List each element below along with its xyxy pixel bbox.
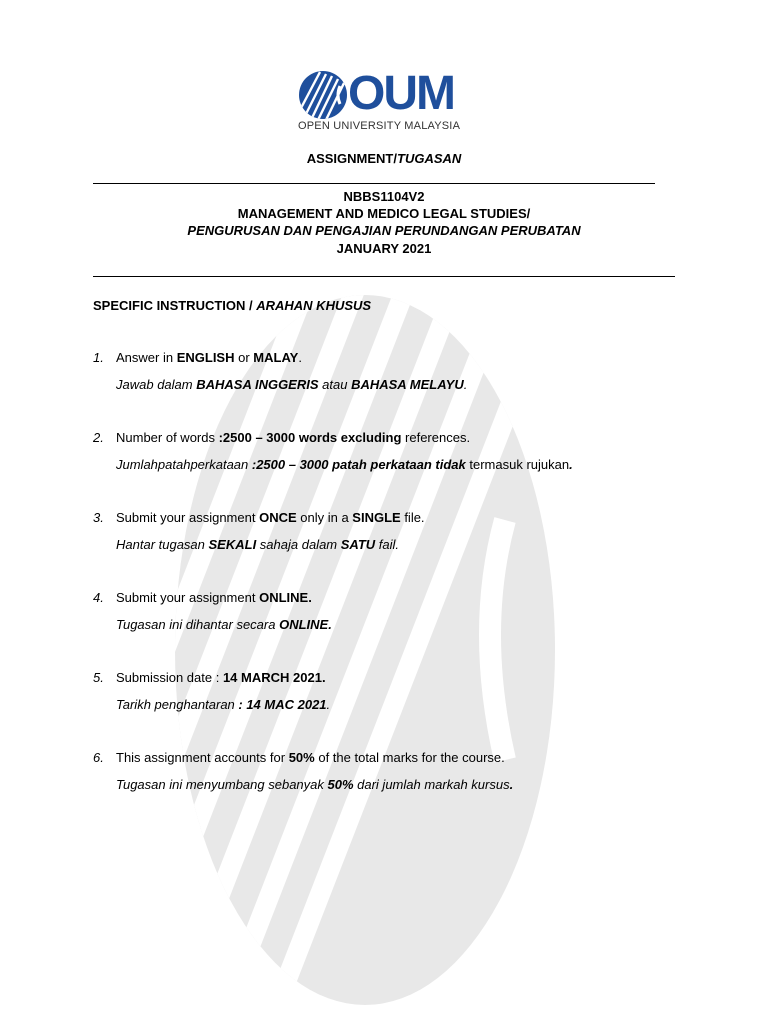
text-run: MALAY — [253, 350, 299, 365]
text-run: Tugasan ini menyumbang sebanyak — [116, 777, 328, 792]
item-number: 5. — [93, 670, 104, 685]
text-run: Hantar tugasan — [116, 537, 209, 552]
header-divider-bottom — [93, 276, 675, 277]
text-run: . — [569, 457, 573, 472]
text-run: Submit your assignment — [116, 510, 260, 525]
logo-tagline: OPEN UNIVERSITY MALAYSIA — [298, 120, 461, 132]
assignment-heading: ASSIGNMENT/TUGASAN — [306, 151, 462, 166]
instruction-en — [116, 670, 326, 685]
item-number: 2. — [93, 430, 104, 445]
course-title-en: MANAGEMENT AND MEDICO LEGAL STUDIES/ — [237, 206, 531, 221]
text-run: ONLINE. — [279, 617, 332, 632]
text-run: Jumlahpatahperkataan — [116, 457, 252, 472]
text-run: Jawab dalam — [116, 377, 197, 392]
text-run: Tarikh penghantaran — [116, 697, 239, 712]
text-run: fail. — [375, 537, 400, 552]
text-run: . — [509, 777, 514, 792]
instruction-ms — [116, 457, 573, 472]
item-number: 6. — [93, 750, 104, 765]
instruction-en — [116, 350, 302, 365]
text-run: atau — [318, 377, 352, 392]
text-run: BAHASA MELAYU — [351, 377, 464, 392]
text-run: BAHASA INGGERIS — [196, 377, 319, 392]
text-run: of the total marks for the course. — [314, 750, 505, 765]
course-title-ms: PENGURUSAN DAN PENGAJIAN PERUNDANGAN PERUBATAN — [187, 223, 581, 238]
text-run: This assignment accounts for — [116, 750, 289, 765]
text-run: . — [326, 697, 331, 712]
text-run: or — [234, 350, 254, 365]
text-run: dari jumlah markah kursus — [353, 777, 510, 792]
text-run: only in a — [296, 510, 353, 525]
instruction-ms — [116, 377, 467, 392]
item-number: 3. — [93, 510, 104, 525]
instruction-en — [116, 430, 470, 445]
oum-logo — [298, 67, 473, 134]
section-title: SPECIFIC INSTRUCTION / ARAHAN KHUSUS — [93, 298, 372, 313]
text-run: references. — [401, 430, 471, 445]
text-run: 50% — [288, 750, 315, 765]
text-run: file. — [400, 510, 425, 525]
item-number: 1. — [93, 350, 104, 365]
text-run: SATU — [340, 537, 376, 552]
instruction-ms — [116, 617, 332, 632]
text-run: 14 MARCH 2021. — [222, 670, 326, 685]
text-run: ONCE — [259, 510, 297, 525]
oum-globe-icon — [298, 70, 348, 120]
instruction-ms — [116, 697, 330, 712]
text-run: Answer in — [116, 350, 177, 365]
semester: JANUARY 2021 — [336, 241, 432, 256]
text-run: Submit your assignment — [116, 590, 260, 605]
text-run: termasuk rujukan — [465, 457, 570, 472]
text-run: 50% — [327, 777, 354, 792]
item-number: 4. — [93, 590, 104, 605]
text-run: SINGLE — [352, 510, 401, 525]
text-run: Tugasan ini dihantar secara — [116, 617, 280, 632]
instruction-en — [116, 590, 312, 605]
instruction-en — [116, 750, 505, 765]
text-run: :2500 – 3000 words excluding — [218, 430, 402, 445]
instruction-ms — [116, 537, 399, 552]
text-run: . — [298, 350, 302, 365]
text-run: ONLINE. — [259, 590, 312, 605]
text-run: sahaja dalam — [256, 537, 341, 552]
instruction-en — [116, 510, 425, 525]
instruction-ms — [116, 777, 513, 792]
text-run: SEKALI — [208, 537, 257, 552]
text-run: Submission date : — [116, 670, 223, 685]
text-run: Number of words — [116, 430, 219, 445]
header-divider-top — [93, 183, 655, 184]
text-run: ENGLISH — [176, 350, 235, 365]
text-run: :2500 – 3000 patah perkataan tidak — [251, 457, 466, 472]
text-run: : 14 MAC 2021 — [238, 697, 327, 712]
text-run: . — [463, 377, 468, 392]
course-code: NBBS1104V2 — [343, 189, 425, 204]
logo-wordmark: OUM — [348, 67, 454, 120]
